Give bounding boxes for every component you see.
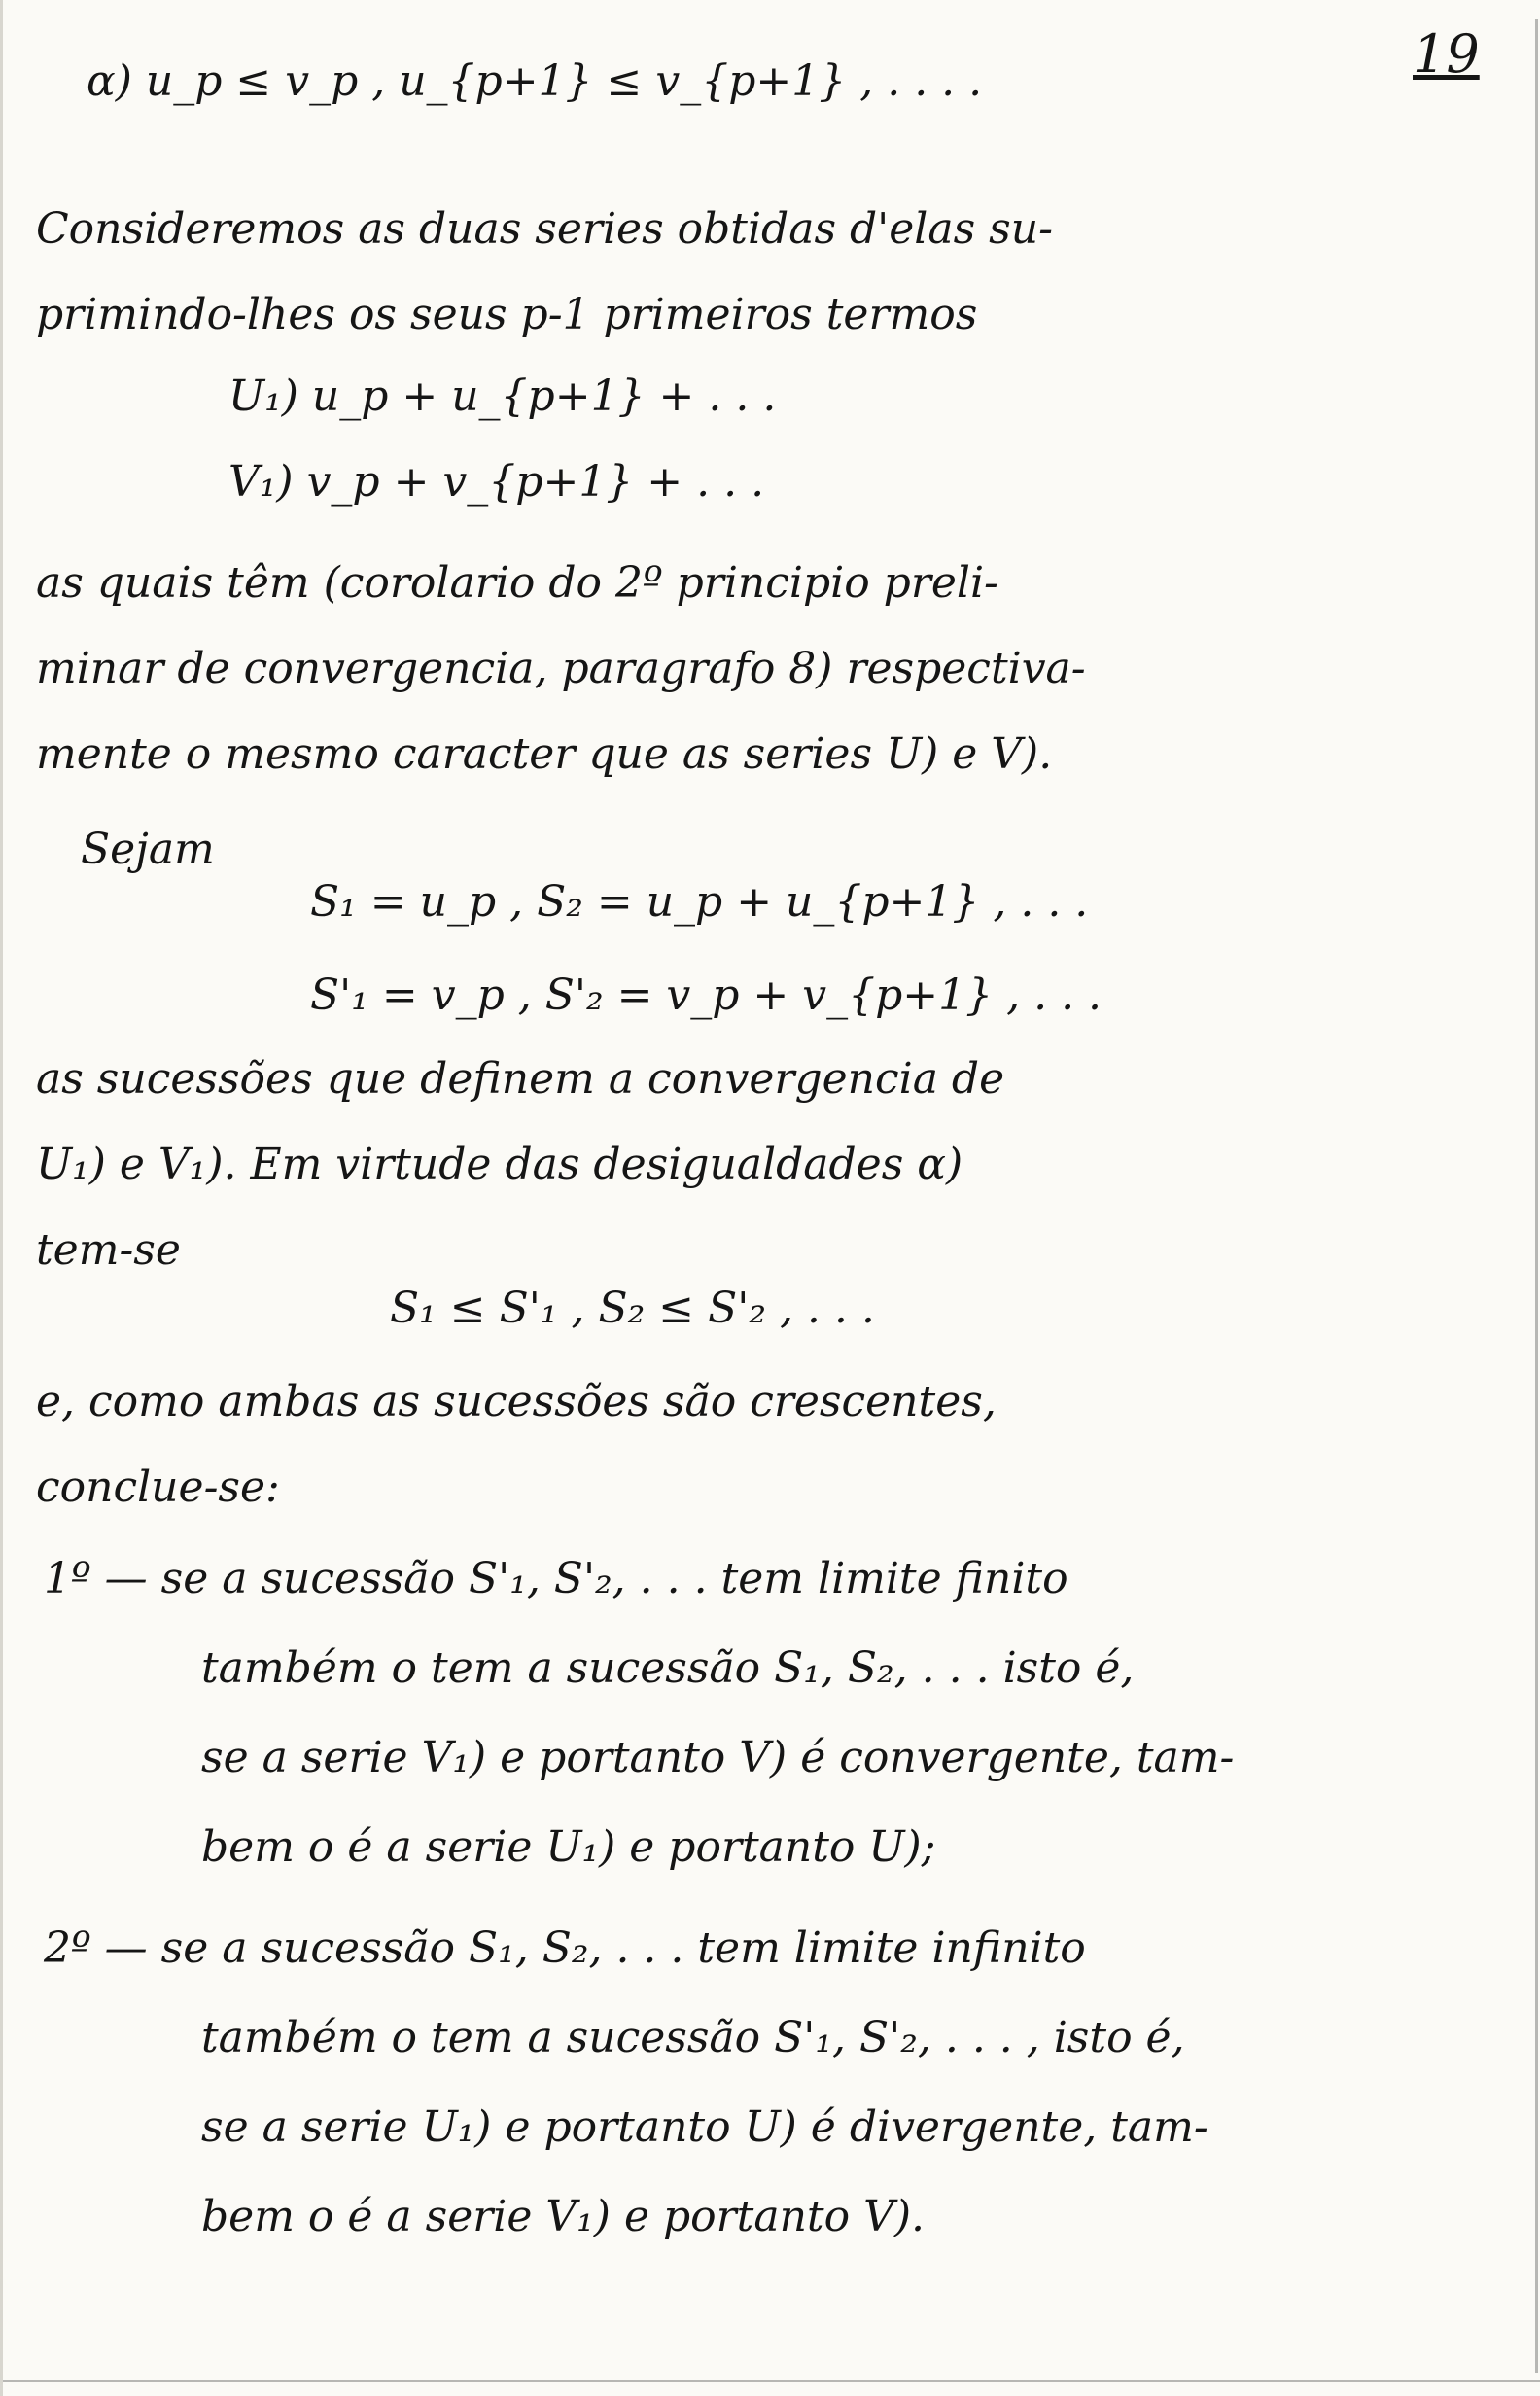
line-inequalities: S₁ ≤ S'₁ , S₂ ≤ S'₂ , . . . [390, 1284, 875, 1333]
line-text: as quais têm (corolario do 2º principio preli- [36, 558, 998, 608]
line-case-2: bem o é a serie V₁) e portanto V). [201, 2192, 926, 2241]
page-number: 19 [1413, 23, 1480, 85]
line-sequence-s-prime: S'₁ = v_p , S'₂ = v_p + v_{p+1} , . . . [310, 970, 1102, 1020]
line-text: U₁) e V₁). Em virtude das desigualdades α) [36, 1140, 963, 1189]
line-case-1: também o tem a sucessão S₁, S₂, . . . isto é, [201, 1643, 1135, 1693]
line-hypothesis: α) u_p ≤ v_p , u_{p+1} ≤ v_{p+1} , . . . . [87, 56, 983, 106]
line-text: minar de convergencia, paragrafo 8) respectiva- [36, 644, 1086, 693]
line-series-u1: U₁) u_p + u_{p+1} + . . . [228, 371, 777, 421]
line-case-2: 2º — se a sucessão S₁, S₂, . . . tem limite infinito [44, 1923, 1086, 1973]
line-text: as sucessões que definem a convergencia de [36, 1054, 1005, 1104]
line-text: e, como ambas as sucessões são crescentes, [36, 1377, 997, 1427]
line-case-1: 1º — se a sucessão S'₁, S'₂, . . . tem limite finito [44, 1554, 1068, 1603]
line-text: conclue-se: [36, 1462, 280, 1512]
line-series-v1: V₁) v_p + v_{p+1} + . . . [228, 457, 765, 507]
line-text: Consideremos as duas series obtidas d'elas su- [36, 204, 1053, 254]
line-text: tem-se [36, 1225, 181, 1275]
line-text: mente o mesmo caracter que as series U) e V). [36, 729, 1053, 779]
line-case-2: se a serie U₁) e portanto U) é divergente, tam- [201, 2102, 1208, 2152]
line-case-1: bem o é a serie U₁) e portanto U); [201, 1822, 936, 1872]
line-case-1: se a serie V₁) e portanto V) é convergente, tam- [201, 1733, 1235, 1782]
scan-edge [3, 2380, 1540, 2382]
line-sequence-s: S₁ = u_p , S₂ = u_p + u_{p+1} , . . . [310, 877, 1089, 927]
line-text: Sejam [81, 825, 215, 874]
scan-edge [1535, 19, 1538, 2373]
line-text: primindo-lhes os seus p-1 primeiros termos [36, 290, 978, 339]
line-case-2: também o tem a sucessão S'₁, S'₂, . . . , isto é, [201, 2013, 1185, 2062]
